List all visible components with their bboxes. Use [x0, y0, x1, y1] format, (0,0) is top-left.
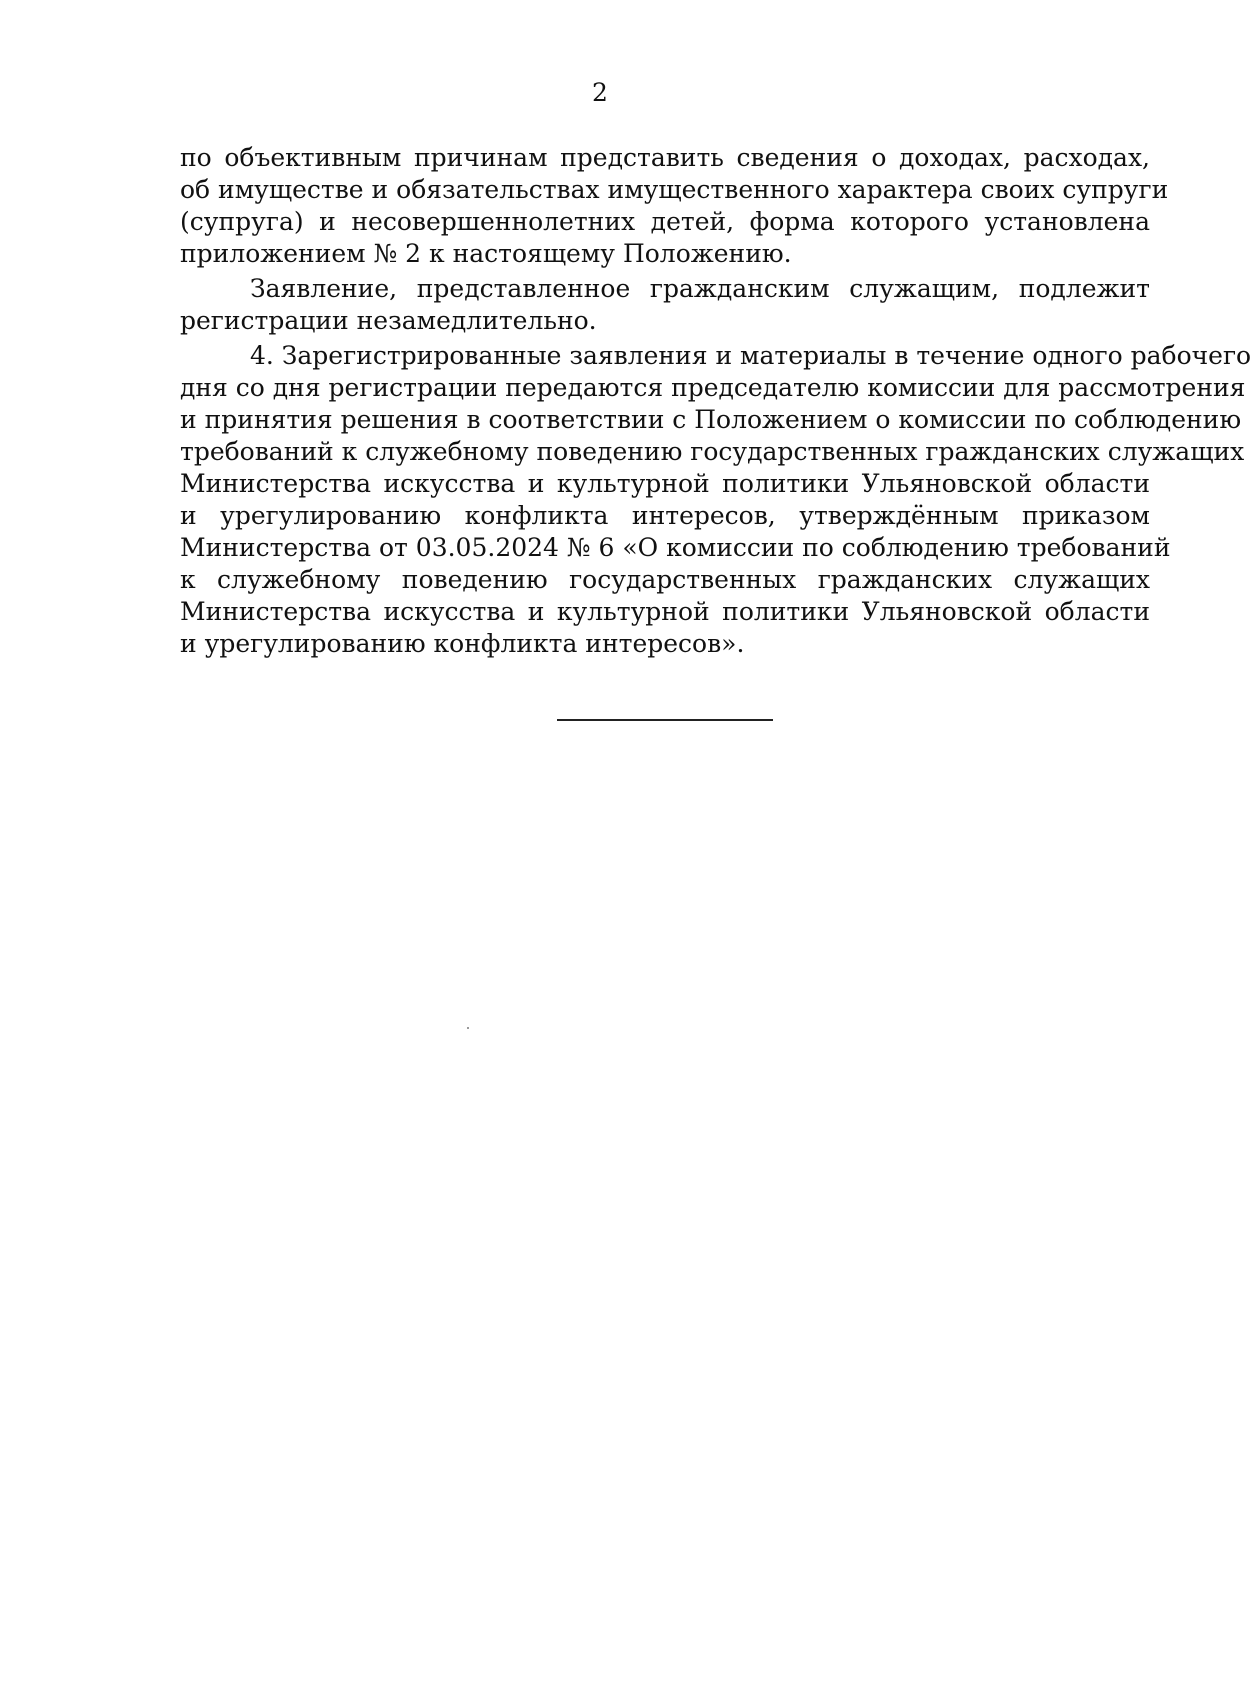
text-line: приложением № 2 к настоящему Положению.	[180, 239, 792, 268]
end-of-text-rule	[557, 719, 773, 721]
text-line: регистрации незамедлительно.	[180, 306, 597, 335]
text-line: и урегулированию конфликта интересов, утверждённым приказом	[180, 501, 1150, 530]
text-line: Министерства от 03.05.2024 № 6 «О комиссии по соблюдению требований	[180, 533, 1171, 562]
text-line: к служебному поведению государственных гражданских служащих	[180, 565, 1150, 594]
text-line: по объективным причинам представить сведения о доходах, расходах,	[180, 143, 1150, 172]
text-line: требований к служебному поведению государственных гражданских служащих	[180, 437, 1245, 466]
text-line: Министерства искусства и культурной политики Ульяновской области	[180, 469, 1150, 498]
text-line: Министерства искусства и культурной политики Ульяновской области	[180, 597, 1150, 626]
scan-speck	[467, 1027, 469, 1029]
page-number: 2	[592, 78, 608, 107]
text-line: и принятия решения в соответствии с Положением о комиссии по соблюдению	[180, 405, 1242, 434]
text-line: об имуществе и обязательствах имущественного характера своих супруги	[180, 175, 1169, 204]
text-line: Заявление, представленное гражданским служащим, подлежит	[250, 274, 1150, 303]
text-line: и урегулированию конфликта интересов».	[180, 629, 745, 658]
text-line: 4. Зарегистрированные заявления и материалы в течение одного рабочего	[250, 341, 1251, 370]
text-line: (супруга) и несовершеннолетних детей, форма которого установлена	[180, 207, 1150, 236]
text-line: дня со дня регистрации передаются председателю комиссии для рассмотрения	[180, 373, 1246, 402]
